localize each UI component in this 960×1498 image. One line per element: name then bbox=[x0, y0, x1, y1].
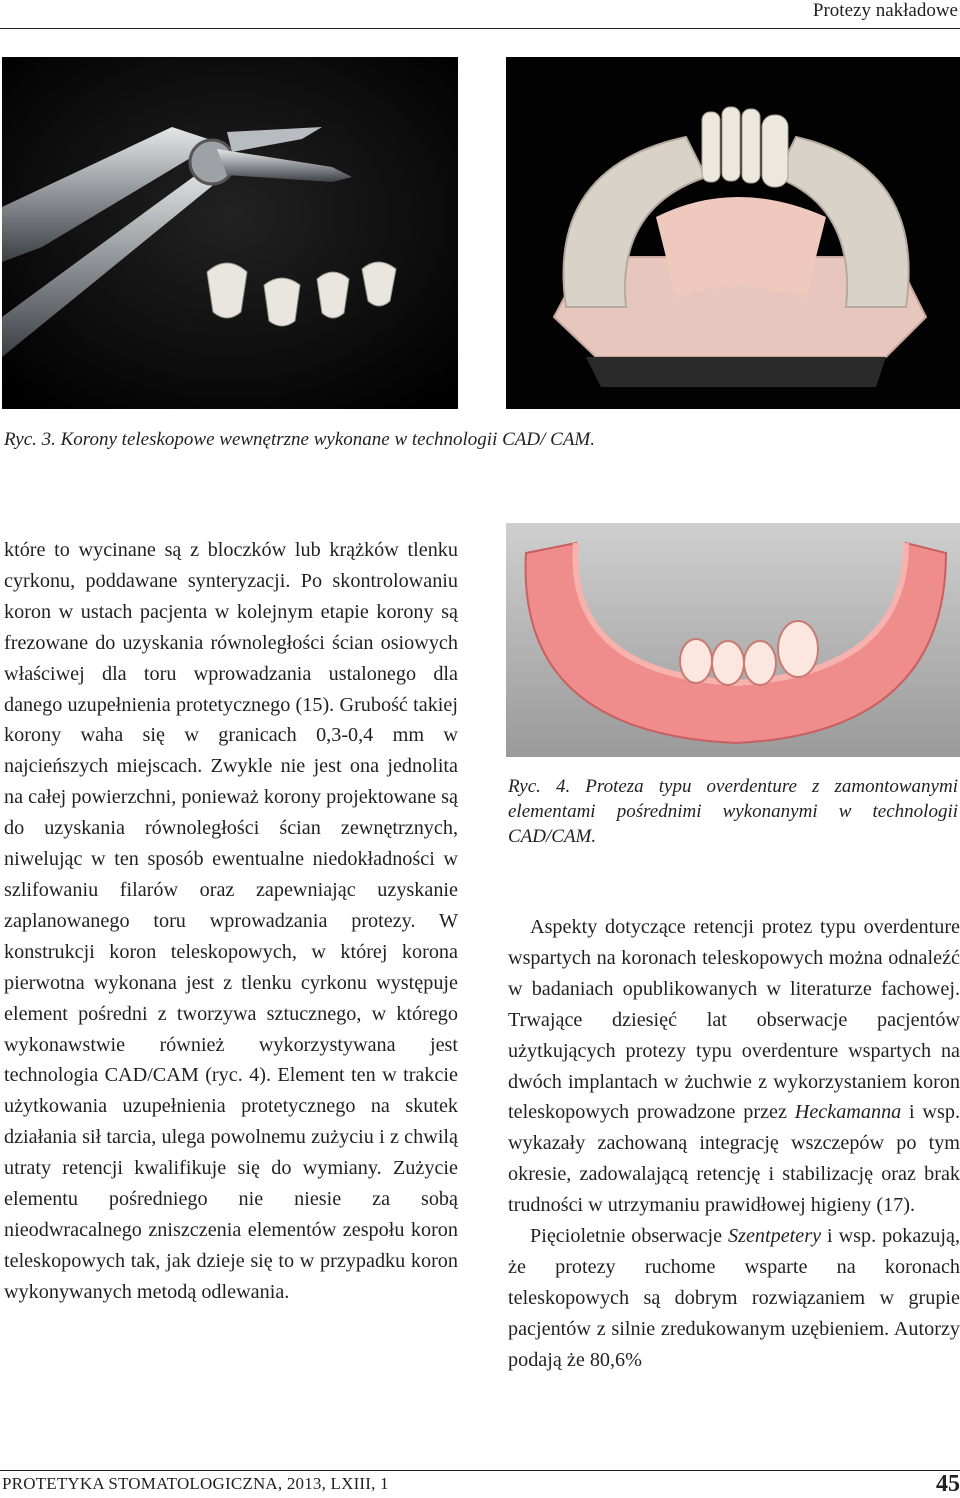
figure-3-right-photo bbox=[506, 57, 960, 409]
page-number: 45 bbox=[936, 1471, 960, 1497]
running-header bbox=[0, 0, 960, 30]
right-p1-text-b: i wsp. wykazały zachowaną integrację wszczepów po tym okresie, zadowalającą retencję i stabilizację oraz brak trudności w utrzymaniu prawidłowej higieny (17). bbox=[508, 1101, 960, 1217]
figure-4-caption: Ryc. 4. Proteza typu overdenture z zamontowanymi elementami pośrednimi wykonanymi w technologii CAD/CAM. bbox=[508, 776, 958, 847]
left-column bbox=[4, 535, 458, 1308]
right-p2-text-a: Pięcioletnie obserwacje bbox=[530, 1225, 728, 1248]
figure-3-caption: Ryc. 3. Korony teleskopowe wewnętrzne wykonane w technologii CAD/ CAM. bbox=[4, 429, 596, 450]
header-rule bbox=[0, 28, 960, 29]
figure-3-left-photo bbox=[2, 57, 458, 409]
dental-model-illustration bbox=[506, 57, 960, 409]
author-heckamann: Heckamanna bbox=[794, 1101, 902, 1124]
figure-4-photo bbox=[506, 523, 960, 757]
right-column bbox=[508, 912, 960, 1376]
pliers-and-crowns-illustration bbox=[2, 57, 458, 409]
right-paragraph-1 bbox=[508, 912, 960, 1221]
author-szentpetery: Szentpetery bbox=[728, 1225, 822, 1248]
footer-rule bbox=[0, 1470, 960, 1471]
overdenture-illustration bbox=[506, 523, 960, 757]
right-p2-text-b: i wsp. pokazują, że protezy ruchome wsparte na koronach teleskopowych są dobrym rozwiązaniem w grupie pacjentów z silnie zredukowanym uzębieniem. Autorzy podają że 80,6% bbox=[508, 1225, 960, 1371]
running-title: Protezy nakładowe bbox=[812, 0, 958, 21]
right-paragraph-2 bbox=[508, 1221, 960, 1376]
page-footer bbox=[0, 1470, 960, 1497]
right-p1-text-a: Aspekty dotyczące retencji protez typu overdenture wspartych na koronach teleskopowych można odnaleźć w badaniach opublikowanych w literaturze fachowej. Trwające dziesięć lat obserwacje pacjentów użytkujących protezy typu overdenture wspartych na dwóch implantach w żuchwie z wykorzystaniem koron teleskopowych prowadzone przez bbox=[508, 916, 960, 1124]
left-paragraph: które to wycinane są z bloczków lub krążków tlenku cyrkonu, poddawane synteryzacji. Po skontrolowaniu koron w ustach pacjenta w kolejnym etapie korony są frezowane do uzyskania równoległości ścian osiowych właściwej dla toru wprowadzania ustalonego dla danego uzupełnienia protetycznego (15). Grubość takiej korony waha się w granicach 0,3-0,4 mm w najcieńszych miejscach. Zwykle nie jest ona jednolita na całej powierzchni, ponieważ korony projektowane są do uzyskania równoległości ścian zewnętrznych, niwelując w ten sposób ewentualne niedokładności w szlifowaniu filarów oraz zapewniając uzyskanie zaplanowanego toru wprowadzania protezy. W konstrukcji koron teleskopowych, w której korona pierwotna wykonana jest z tlenku cyrkonu występuje element pośredni z tworzywa sztucznego, w którego wykonawstwie również wykorzystywana jest technologia CAD/CAM (ryc. 4). Element ten w trakcie użytkowania uzupełnienia protetycznego na skutek działania sił tarcia, ulega powolnemu zużyciu i z chwilą utraty retencji kwalifikuje się do wymiany. Zużycie elementu pośredniego nie niesie za sobą nieodwracalnego zniszczenia elementów zespołu koron teleskopowych tak, jak dzieje się to w przypadku koron wykonywanych metodą odlewania. bbox=[4, 539, 458, 1303]
journal-citation: PROTETYKA STOMATOLOGICZNA, 2013, LXIII, 1 bbox=[2, 1474, 389, 1493]
